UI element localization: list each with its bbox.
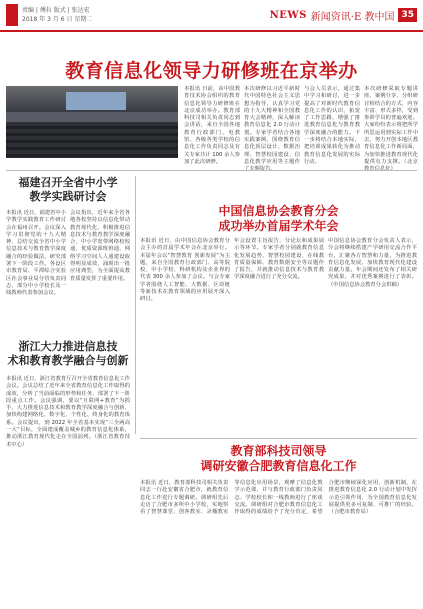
audience-rows	[6, 122, 178, 158]
fujian-headline: 福建召开全省中小学 教学实践研讨会	[18, 176, 118, 203]
moe-headline: 教育部科技司领导 调研安徽合肥教育信息化工作	[200, 444, 357, 473]
association-col-1: 本报讯 近日，由中国信息协会教育分会主办的首届学术年会在北京举行。本届年会以“智慧教育 创新发展”为主题，来自全国教育行政部门、高等院校、中小学校、科研机构及企业界的代表 300 余人参加了会议。与会专家学者围绕人工智能、大数据、区块链等新技术在教育领域的应用展开深入研讨。	[140, 238, 230, 303]
date-line: 2018 年 3 月 6 日 星期二	[22, 16, 93, 23]
header-meta	[6, 4, 106, 26]
conference-photo	[6, 86, 178, 158]
section-tag	[6, 4, 18, 26]
fujian-col-2: 会议指出，近年来全省各地各校坚持以信息化带动教育现代化，积极推进信息技术与教育教学深度融合，中小学宽带网络校校通、优质资源班班通、网络学习空间人人通建设取得明显成效，涌现出一批应用典型，为全面提高教育质量发挥了重要作用。	[70, 210, 130, 282]
page-number: 35	[398, 8, 417, 22]
zhejiang-body: 本报讯 近日，浙江省教育厅召开全省教育信息化工作会议。会议总结了近年来全省教育信息化工作取得的成效，分析了当前面临的形势和任务，部署了下一阶段重点工作。会议强调，要以“互联网+教育”为抓手，大力推进信息技术和教育教学深度融合与创新，加快构建网络化、数字化、个性化、终身化的教育体系。会议提出，到 2022 年全省基本实现“三全两高一大”目标，全面建成覆盖城乡的教育信息化体系，推动浙江教育现代化走在全国前列。（浙江省教育技术中心）	[6, 376, 130, 448]
zhejiang-headline: 浙江大力推进信息技 术和教育教学融合与创新	[7, 340, 129, 367]
moe-body: 本报讯 近日，教育部科技司相关负责同志一行赴安徽省合肥市，就教育信息化工作进行专题调研。调研组先后走访了合肥市多所中小学校，实地察看了智慧课堂、创客教室、录播教室等信息化应用场景，观摩了信息化教学示范课，并与教育行政部门负责同志、学校校长和一线教师进行了座谈交流。调研组对合肥市教育信息化工作取得的成绩给予了充分肯定，希望合肥市继续深化应用、创新机制，在推进教育信息化 2.0 行动计划中发挥示范引领作用，为全国教育信息化发展提供更多可复制、可推广的经验。（合肥市教育局）	[140, 480, 417, 516]
lead-col-3: 与会人员表示，通过集中学习和研讨，进一步提高了对新时代教育信息化工作的认识，拓宽了工作思路，增强了推进教育信息化与教育教学深度融合的能力。下一步将结合本地实际，把培训成果转化为推动教育信息化发展的实际行动。	[304, 86, 360, 165]
lead-headline: 教育信息化领导力研修班在京举办	[65, 60, 358, 82]
header-rule	[0, 30, 423, 32]
stage	[6, 112, 178, 122]
association-col-3: 中国信息协会教育分会负责人表示，分会将继续搭建产学研用交流合作平台，汇聚各方智慧和力量，为推进教育信息化发展、加快教育现代化建设贡献力量。年会期间还发布了相关研究成果，并对优秀案例进行了表彰。（中国信息协会教育分会供稿）	[328, 238, 417, 288]
header-section	[270, 6, 417, 24]
column-rule	[135, 176, 136, 434]
editor-line: 责编 | 傅拉 版式 | 张达宏	[22, 7, 90, 14]
lead-col-4: 本次研修采取专题讲座、案例分享、分组研讨相结合的方式，内容丰富、形式多样，受到参训学员的普遍欢迎。大家纷纷表示将把所学所思运用到实际工作中去，努力开创本地区教育信息化工作新局面，为加快推进教育现代化提供有力支撑。（北京	[364, 86, 418, 165]
section-divider	[6, 170, 417, 171]
section-name: 新闻资讯·E 教中国	[310, 11, 395, 23]
news-label: NEWS	[269, 9, 307, 21]
association-col-2: 年会设置主旨报告、分论坛和成果展示等环节。专家学者分别就教育信息化发展趋势、智慧校园建设、在线教育质量保障、教育数据安全等议题作了报告，并就推动信息技术与教育教学深度融合进行了充分交流。	[234, 238, 324, 281]
association-headline: 中国信息协会教育分会 成功举办首届学术年会	[218, 204, 339, 233]
lead-col-1: 本报讯 日前，由中国教育技术协会组织的教育信息化领导力研修班在北京成功举办。教育部科技司相关负责同志到会讲话，来自全国各地教育行政部门、电教馆、各级各类学校的信息化工作负责同志及有关专家共计 100 余人参加了此次研修。	[184, 86, 240, 165]
page-header	[0, 0, 423, 34]
fujian-col-1: 本报讯 近日，福建省中小学教学实践教育工作研讨会在福州召开。会议深入学习贯彻党的十九大精神，总结交流全省中小学信息技术与教育教学深度融合的经验做法，研究部署下一阶段工作。各设区市教育局、平潭综合实验区社会事业局分管负责同志，部分中小学校长及一线教师代表参加会议。	[6, 210, 66, 297]
lead-col-2: 本次研修以习近平新时代中国特色社会主义思想为指导，认真学习党的十九大精神和全国教育大会精神，深入解读教育信息化 2.0 行动计划。专家学者结合各地实践案例，围绕教育信息化顶层设计、数据治理、智慧校园建设、信息化教学应用等主题作	[244, 86, 300, 165]
bottom-divider	[140, 438, 417, 439]
projection-screen	[66, 92, 126, 110]
